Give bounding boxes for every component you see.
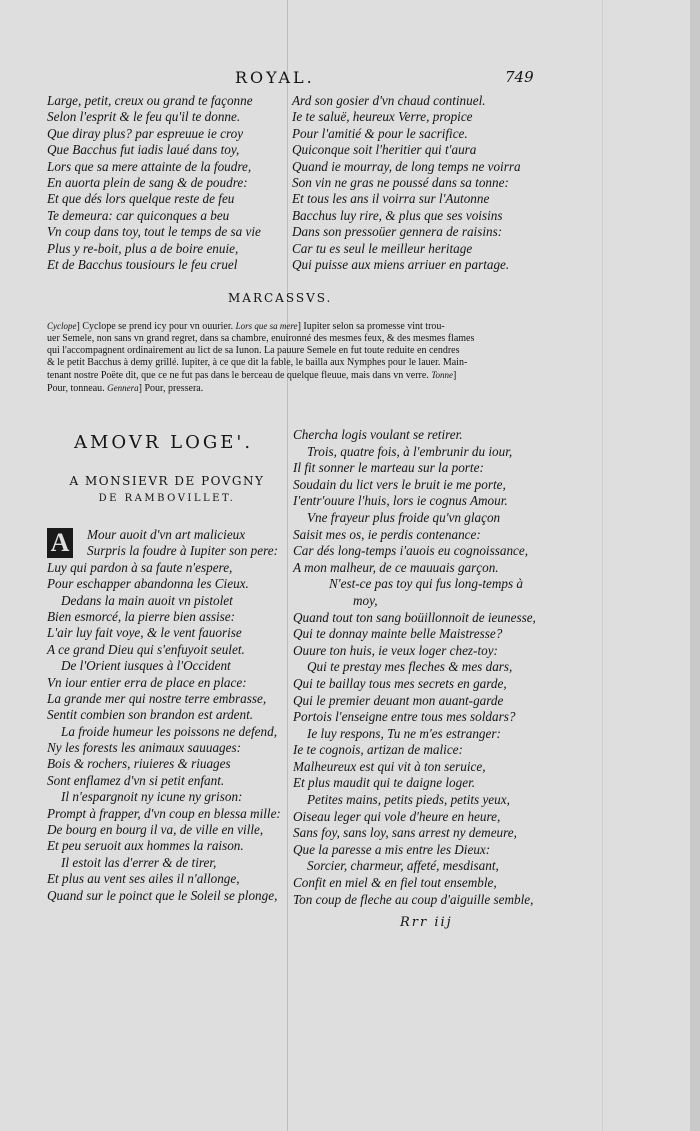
verse-line: Et tous les ans il voirra sur l'Autonne: [292, 191, 490, 207]
verse-line: La froide humeur les poissons ne defend,: [61, 723, 277, 739]
commentary-line: [47, 345, 523, 357]
commentary-notes: [47, 320, 523, 395]
note-text: ] Pour, pressera.: [138, 383, 204, 394]
verse-line: Oiseau leger qui vole d'heure en heure,: [293, 808, 501, 824]
poem-left-column: [47, 527, 287, 904]
verse-line: Qui te prestay mes fleches & mes dars,: [307, 659, 513, 675]
verse-line: Quiconque soit l'heritier qui t'aura: [292, 142, 477, 158]
verse-line: Chercha logis voulant se retirer.: [293, 427, 463, 442]
verse-line: Vn iour entier erra de place en place:: [47, 674, 247, 690]
commentary-heading: MARCASSVS.: [228, 291, 333, 305]
verse-line: Ie te cognois, artizan de malice:: [293, 742, 463, 758]
verse-line: Large, petit, creux ou grand te façonne: [47, 93, 253, 108]
verse-line: A ce grand Dieu qui s'enfuyoit seulet.: [47, 641, 245, 657]
verse-line: Ie luy respons, Tu ne m'es estranger:: [307, 725, 501, 741]
verse-line: Quand ie mourray, de long temps ne voirra: [292, 158, 521, 174]
verse-line: Bois & rochers, riuieres & riuages: [47, 756, 231, 772]
verse-line: Dans son pressoüer gennera de raisins:: [292, 224, 503, 240]
verse-line: Sentit combien son brandon est ardent.: [47, 707, 254, 723]
verse-line: Il fit sonner le marteau sur la porte:: [293, 460, 484, 476]
verse-line: Mour auoit d'vn art malicieux: [87, 527, 246, 542]
verse-line: L'air luy fait voye, & le vent fauorise: [47, 625, 242, 641]
verse-line: Ton coup de fleche au coup d'aiguille semble,: [293, 891, 534, 907]
signature-mark: Rrr iij: [400, 915, 453, 930]
lemma: Lors que sa mere: [235, 321, 298, 331]
page-margin-line: [602, 0, 603, 1131]
drop-cap-letter: A: [47, 528, 73, 558]
note-text: & le petit Bacchus à demy grillé. Iupiter, à ce que dit la fable, le bailla aux Nymphes pour le lauer. Main-: [47, 357, 468, 368]
verse-line: Son vin ne gras ne poussé dans sa tonne:: [292, 174, 509, 190]
verse-line: Ard son gosier d'vn chaud continuel.: [292, 93, 486, 108]
verse-line: Car dés long-temps i'auois eu cognoissance,: [293, 543, 529, 559]
verse-line: Il n'espargnoit ny icune ny grison:: [61, 789, 243, 805]
verse-line: Portois l'enseigne entre tous mes soldars?: [293, 709, 516, 725]
verse-line: Bacchus luy rire, & plus que ses voisins: [292, 207, 503, 223]
verse-line: Vn coup dans toy, tout le temps de sa vie: [47, 224, 261, 240]
verse-line: En auorta plein de sang & de poudre:: [47, 174, 248, 190]
verse-line: Malheureux est qui vit à ton seruice,: [293, 758, 486, 774]
verse-line: Car tu es seul le meilleur heritage: [292, 240, 473, 256]
verse-line: Et peu seruoit aux hommes la raison.: [47, 838, 244, 854]
verse-line: Plus y re-boit, plus a de boire enuie,: [47, 240, 239, 256]
verse-line: Petites mains, petits pieds, petits yeux,: [307, 792, 510, 808]
verse-line: Et que dés lors quelque reste de feu: [47, 191, 235, 207]
verse-line: Sont enflamez d'vn si petit enfant.: [47, 772, 225, 788]
page-number: 749: [505, 68, 534, 86]
page-header: [0, 68, 700, 92]
verse-line: Pour eschapper abandonna les Cieux.: [47, 576, 249, 592]
verse-line: Ie te saluë, heureux Verre, propice: [292, 109, 473, 125]
verse-line: Saisit mes os, ie perdis contenance:: [293, 526, 481, 542]
note-text: ] Cyclope se prend icy pour vn ouurier.: [76, 321, 236, 332]
verse-line: Dedans la main auoit vn pistolet: [61, 592, 233, 608]
note-text: ]: [453, 370, 457, 381]
verse-line: A mon malheur, de ce mauuais garçon.: [293, 559, 499, 575]
verse-line: Quand tout ton sang boüillonnoit de ieunesse,: [293, 609, 536, 625]
dedication-line: DE RAMBOVILLET.: [98, 493, 236, 504]
verse-line: Selon l'esprit & le feu qu'il te donne.: [47, 109, 241, 125]
verse-line: Ouure ton huis, ie veux loger chez-toy:: [293, 642, 498, 658]
lemma: Cyclope: [47, 321, 77, 331]
verse-line: Sans foy, sans loy, sans arrest ny demeure,: [293, 825, 517, 841]
verse-line: Soudain du lict vers le bruit ie me porte,: [293, 476, 506, 492]
verse-line: Vne frayeur plus froide qu'vn glaçon: [307, 509, 501, 525]
verse-line: Que diray plus? par espreuue ie croy: [47, 125, 244, 141]
verse-line: Et plus maudit qui te daigne loger.: [293, 775, 476, 791]
commentary-line: [47, 357, 523, 369]
verse-line: Prompt à frapper, d'vn coup en blessa mille:: [47, 805, 281, 821]
verse-line: Confit en miel & en fiel tout ensemble,: [293, 875, 497, 891]
verse-line: De l'Orient iusques à l'Occident: [61, 658, 231, 674]
verse-top-right: [292, 93, 522, 273]
verse-line: Qui te baillay tous mes secrets en garde,: [293, 675, 507, 691]
verse-line: Il estoit las d'errer & de tirer,: [61, 854, 217, 870]
verse-line: Pour l'amitié & pour le sacrifice.: [292, 125, 468, 141]
poem-title: AMOVR LOGE'.: [74, 432, 254, 453]
verse-line: Qui puisse aux miens arriuer en partage.: [292, 256, 510, 272]
commentary-line: [47, 369, 523, 382]
note-text: Pour, tonneau.: [47, 383, 108, 394]
commentary-line: [47, 320, 523, 333]
verse-line: N'est-ce pas toy qui fus long-temps à: [329, 576, 524, 592]
commentary-line: [47, 382, 523, 395]
verse-line: Quand sur le poinct que le Soleil se plonge,: [47, 887, 278, 903]
verse-line: Surpris la foudre à Iupiter son pere:: [87, 543, 278, 559]
verse-line: Et de Bacchus tousiours le feu cruel: [47, 256, 238, 272]
verse-top-left: [47, 93, 292, 273]
lemma: Gennera: [107, 383, 139, 393]
verse-line: moy,: [353, 592, 378, 608]
verse-line: Que Bacchus fut iadis laué dans toy,: [47, 142, 240, 158]
commentary-line: [47, 333, 523, 345]
verse-line: Trois, quatre fois, à l'embrunir du iour,: [307, 443, 513, 459]
verse-line: Sorcier, charmeur, affeté, mesdisant,: [307, 858, 499, 874]
note-text: qui l'accompagnent ordinairement au lict de sa Iunon. La pauure Semele en fut toute reduite en cendres: [47, 345, 460, 356]
verse-line: La grande mer qui nostre terre embrasse,: [47, 690, 267, 706]
verse-line: Lors que sa mere attainte de la foudre,: [47, 158, 252, 174]
verse-line: Bien esmorcé, la pierre bien assise:: [47, 608, 235, 624]
verse-line: I'entr'ouure l'huis, lors ie cognus Amour.: [293, 493, 508, 509]
lemma: Tonne: [431, 370, 453, 380]
note-text: ] Iupiter selon sa promesse vint trou-: [297, 321, 445, 332]
verse-line: De bourg en bourg il va, de ville en ville,: [47, 822, 264, 838]
verse-line: Qui te donnay mainte belle Maistresse?: [293, 626, 503, 642]
note-text: tenant nostre Poëte dit, que ce ne fut pas dans le berceau de quelque fleuue, mais dans vn verre.: [47, 370, 432, 381]
dedication-line: A MONSIEVR DE POVGNY: [69, 474, 265, 488]
verse-line: Te demeura: car quiconques a beu: [47, 207, 230, 223]
poem-right-column: [293, 427, 536, 908]
verse-line: Et plus au vent ses ailes il n'allonge,: [47, 871, 240, 887]
running-title: ROYAL.: [235, 68, 315, 87]
page-edge: [690, 0, 700, 1131]
verse-line: Qui le premier deuant mon auant-garde: [293, 692, 504, 708]
verse-line: Ny les forests les animaux sauuages:: [47, 740, 242, 756]
verse-line: Que la paresse a mis entre les Dieux:: [293, 841, 491, 857]
note-text: uer Semele, non sans vn grand regret, dans sa chambre, enuironné des mesmes feux, & des mesmes flames: [47, 333, 475, 344]
verse-line: Luy qui pardon à sa faute n'espere,: [47, 559, 233, 575]
poem-dedication: [47, 473, 287, 507]
